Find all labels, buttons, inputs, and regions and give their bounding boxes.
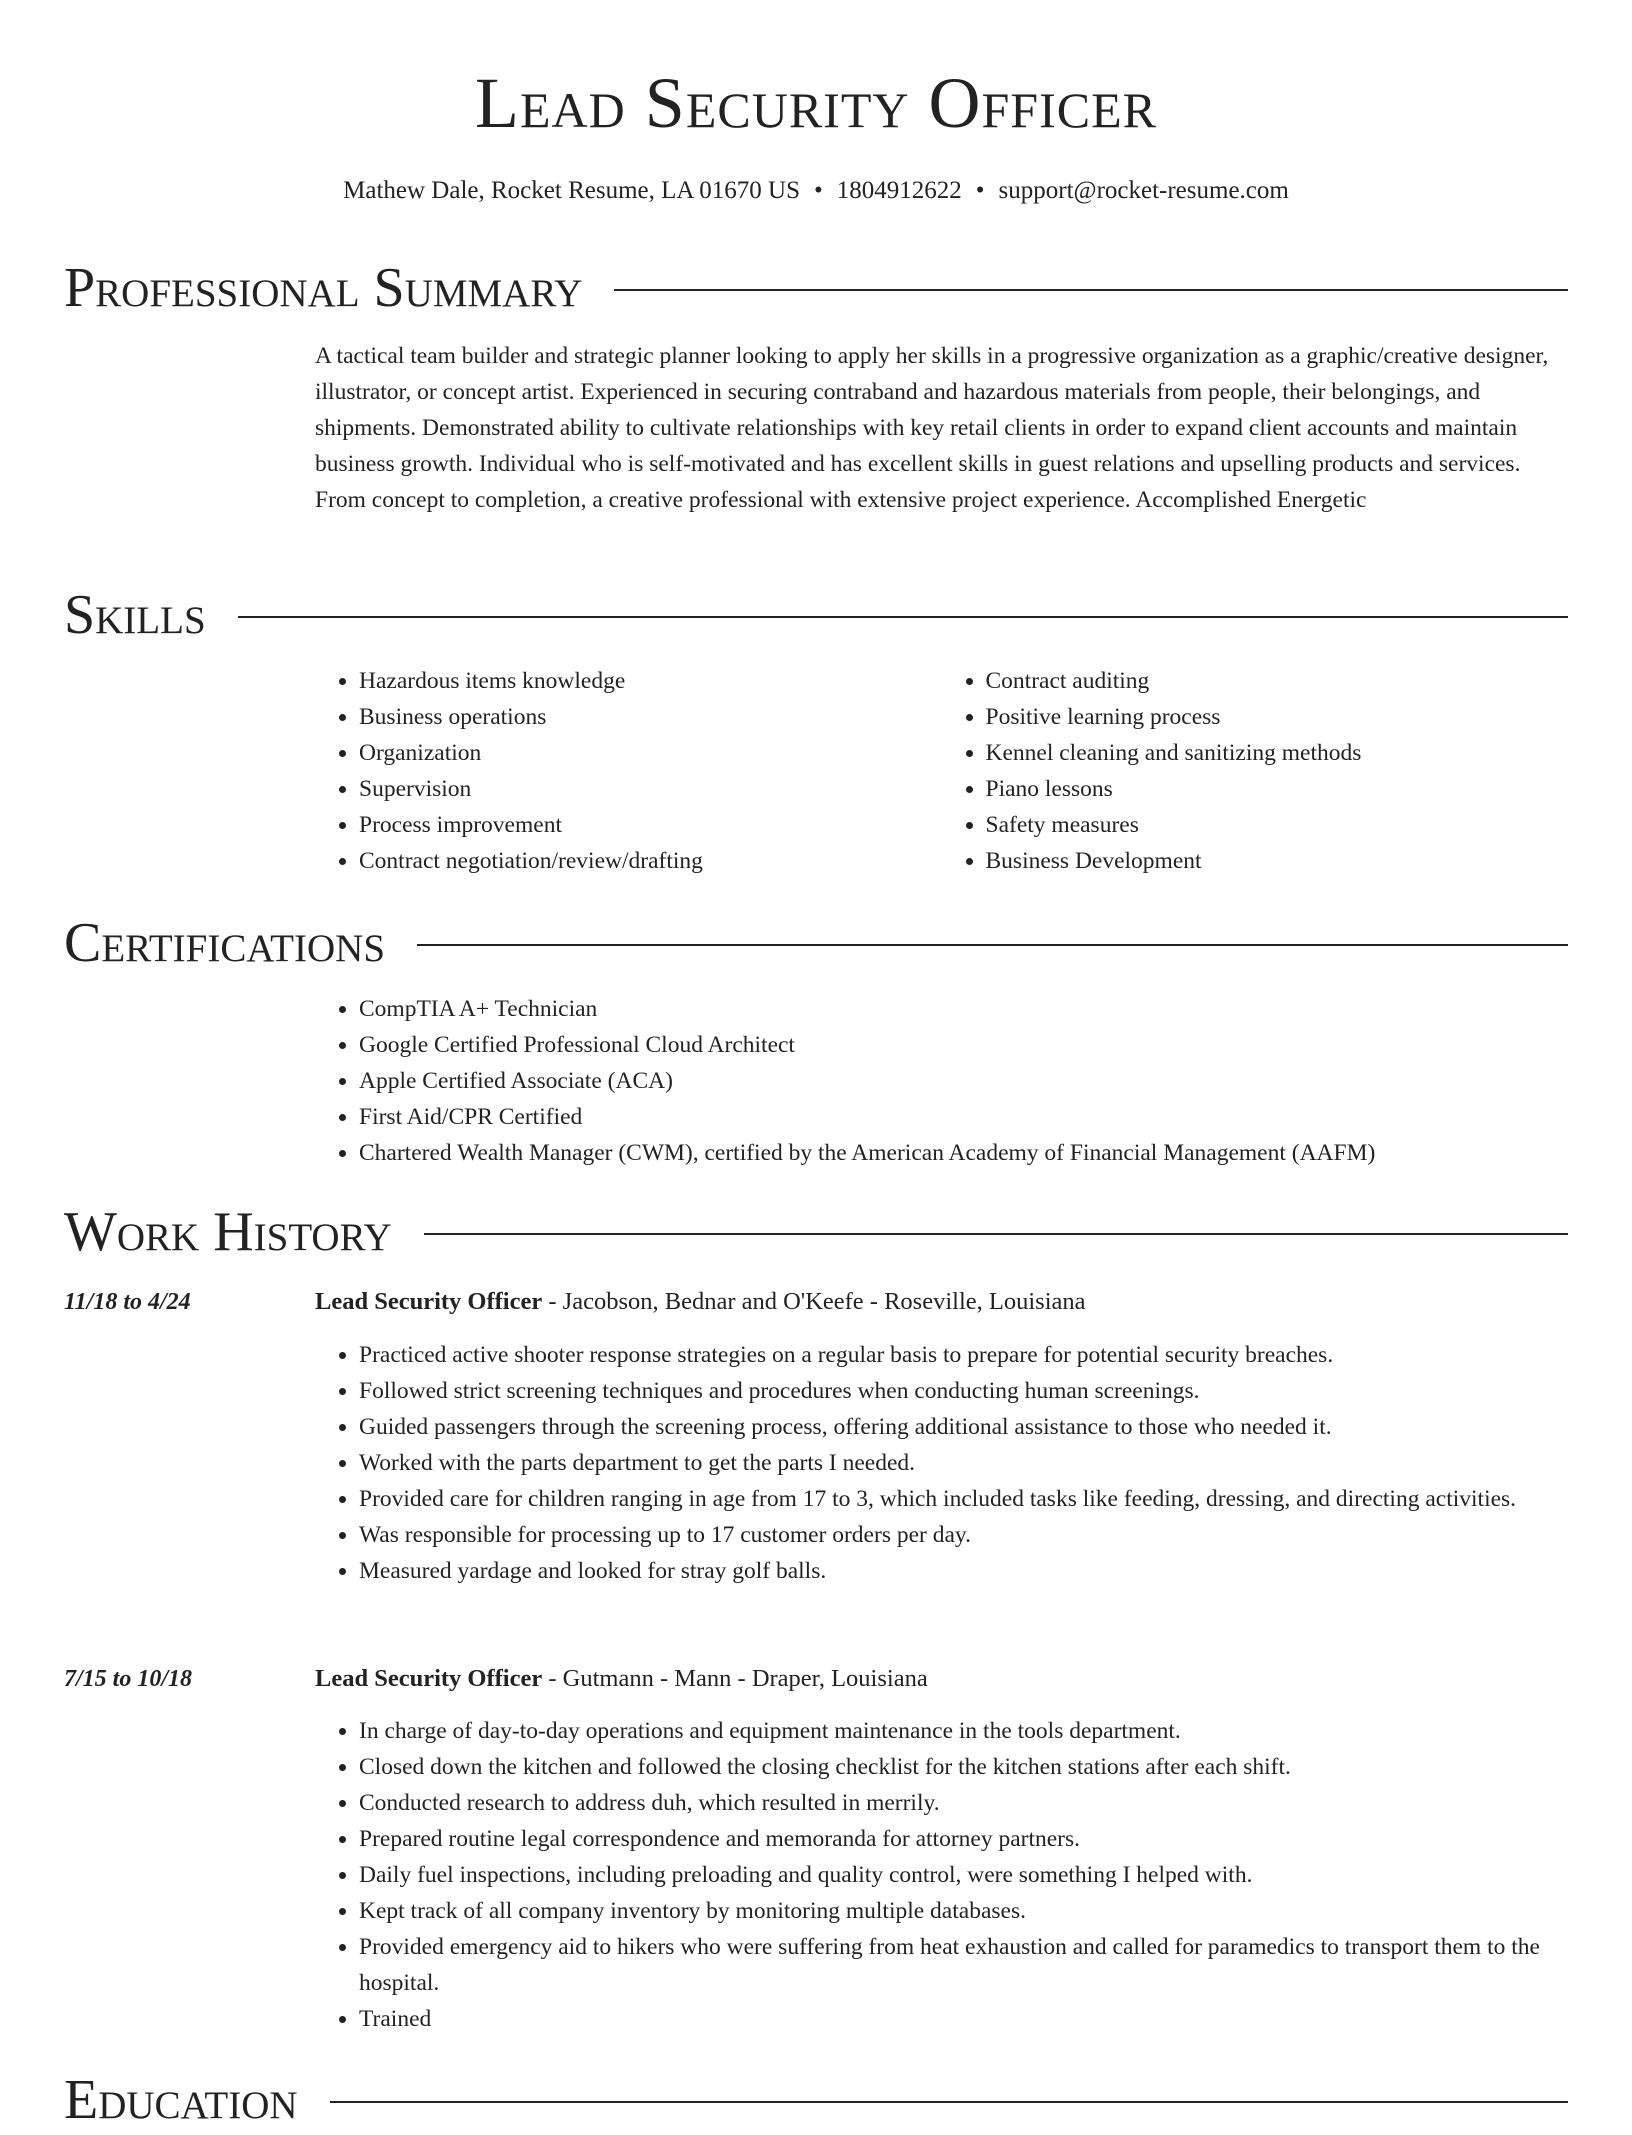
certification-item: • First Aid/CPR Certified xyxy=(359,1099,1568,1135)
certification-item: • Google Certified Professional Cloud Architect xyxy=(359,1027,1568,1063)
job-duty-item: • Trained xyxy=(359,2001,1568,2037)
education-section-header xyxy=(64,2065,1568,2135)
section-divider xyxy=(330,2101,1568,2103)
skills-list-left xyxy=(315,663,942,879)
section-divider xyxy=(424,1233,1568,1235)
education-heading: Education xyxy=(64,2069,298,2131)
skill-item: • Contract auditing xyxy=(986,663,1569,699)
job-duties-block xyxy=(315,1713,1568,2037)
job-duty-item: • Was responsible for processing up to 17 customer orders per day. xyxy=(359,1517,1568,1553)
job-duties-block xyxy=(315,1337,1568,1589)
job-dates: 7/15 to 10/18 xyxy=(64,1666,193,1692)
skill-item: • Positive learning process xyxy=(986,699,1569,735)
contact-phone: 1804912622 xyxy=(836,177,962,204)
job-employer-location: - Gutmann - Mann - Draper, Louisiana xyxy=(542,1665,928,1692)
work-history-heading: Work History xyxy=(64,1201,392,1263)
job-duty-item: • Guided passengers through the screening process, offering additional assistance to those who needed it. xyxy=(359,1409,1568,1445)
skill-item: • Organization xyxy=(359,735,942,771)
certification-item: • CompTIA A+ Technician xyxy=(359,991,1568,1027)
job-duty-item: • Measured yardage and looked for stray golf balls. xyxy=(359,1553,1568,1589)
job-duty-item: • Followed strict screening techniques and procedures when conducting human screenings. xyxy=(359,1373,1568,1409)
certification-item: • Chartered Wealth Manager (CWM), certified by the American Academy of Financial Management (AAFM) xyxy=(359,1135,1568,1171)
section-divider xyxy=(238,616,1568,618)
job-duties-list xyxy=(315,1713,1568,2037)
contact-separator: • xyxy=(814,177,823,204)
certifications-list xyxy=(315,991,1568,1171)
job-duty-item: • Daily fuel inspections, including preloading and quality control, were something I helped with. xyxy=(359,1857,1568,1893)
skill-item: • Piano lessons xyxy=(986,771,1569,807)
job-duty-item: • In charge of day-to-day operations and equipment maintenance in the tools department. xyxy=(359,1713,1568,1749)
certification-item: • Apple Certified Associate (ACA) xyxy=(359,1063,1568,1099)
skill-item: • Business Development xyxy=(986,843,1569,879)
skills-grid xyxy=(315,663,1568,879)
section-divider xyxy=(614,289,1568,291)
job-duty-item: • Closed down the kitchen and followed the closing checklist for the kitchen stations after each shift. xyxy=(359,1749,1568,1785)
contact-email: support@rocket-resume.com xyxy=(998,177,1289,204)
job-title: Lead Security Officer xyxy=(315,1665,543,1692)
skills-heading: Skills xyxy=(64,584,206,646)
skill-item: • Business operations xyxy=(359,699,942,735)
skill-item: • Supervision xyxy=(359,771,942,807)
job-title-line xyxy=(315,1284,1568,1320)
skills-section-header xyxy=(64,580,1568,650)
certifications-block xyxy=(315,991,1568,1171)
summary-section-header xyxy=(64,253,1568,323)
work-history-section-header xyxy=(64,1197,1568,1267)
contact-separator: • xyxy=(975,177,985,204)
job-dates: 11/18 to 4/24 xyxy=(64,1289,191,1315)
certifications-heading: Certifications xyxy=(64,912,386,974)
skills-block xyxy=(315,663,1568,879)
skill-item: • Kennel cleaning and sanitizing methods xyxy=(986,735,1569,771)
job-duty-item: • Provided care for children ranging in age from 17 to 3, which included tasks like feeding, dressing, and directing activities. xyxy=(359,1481,1568,1517)
contact-address: Mathew Dale, Rocket Resume, LA 01670 US xyxy=(343,177,801,204)
contact-line xyxy=(0,174,1632,208)
job-duty-item: • Kept track of all company inventory by monitoring multiple databases. xyxy=(359,1893,1568,1929)
skill-item: • Contract negotiation/review/drafting xyxy=(359,843,942,879)
resume-name-heading: Lead Security Officer xyxy=(475,63,1157,143)
skill-item: • Safety measures xyxy=(986,807,1569,843)
summary-text: A tactical team builder and strategic planner looking to apply her skills in a progressive organization as a graphic/creative designer, illustrator, or concept artist. Experienced in securing contraband and hazardous materials from people, their belongings, and shipments. Demonstrated ability to cultivate relationships with key retail clients in order to expand client accounts and maintain business growth. Individual who is self-motivated and has excellent skills in guest relations and upselling products and services. From concept to completion, a creative professional with extensive project experience. Accomplished Energetic xyxy=(315,343,1549,513)
job-title-line xyxy=(315,1661,1568,1697)
job-employer-location: - Jacobson, Bednar and O'Keefe - Roseville, Louisiana xyxy=(542,1288,1086,1315)
job-duty-item: • Provided emergency aid to hikers who were suffering from heat exhaustion and called for paramedics to transport them to the hospital. xyxy=(359,1929,1568,2001)
section-divider xyxy=(417,944,1568,946)
job-duty-item: • Prepared routine legal correspondence and memoranda for attorney partners. xyxy=(359,1821,1568,1857)
job-duty-item: • Practiced active shooter response strategies on a regular basis to prepare for potential security breaches. xyxy=(359,1337,1568,1373)
skill-item: • Process improvement xyxy=(359,807,942,843)
job-duties-list xyxy=(315,1337,1568,1589)
job-duty-item: • Worked with the parts department to get the parts I needed. xyxy=(359,1445,1568,1481)
skill-item: • Hazardous items knowledge xyxy=(359,663,942,699)
job-duty-item: • Conducted research to address duh, which resulted in merrily. xyxy=(359,1785,1568,1821)
summary-heading: Professional Summary xyxy=(64,257,583,319)
job-title: Lead Security Officer xyxy=(315,1288,543,1315)
skills-list-right xyxy=(942,663,1569,879)
summary-block xyxy=(315,338,1568,518)
certifications-section-header xyxy=(64,908,1568,978)
